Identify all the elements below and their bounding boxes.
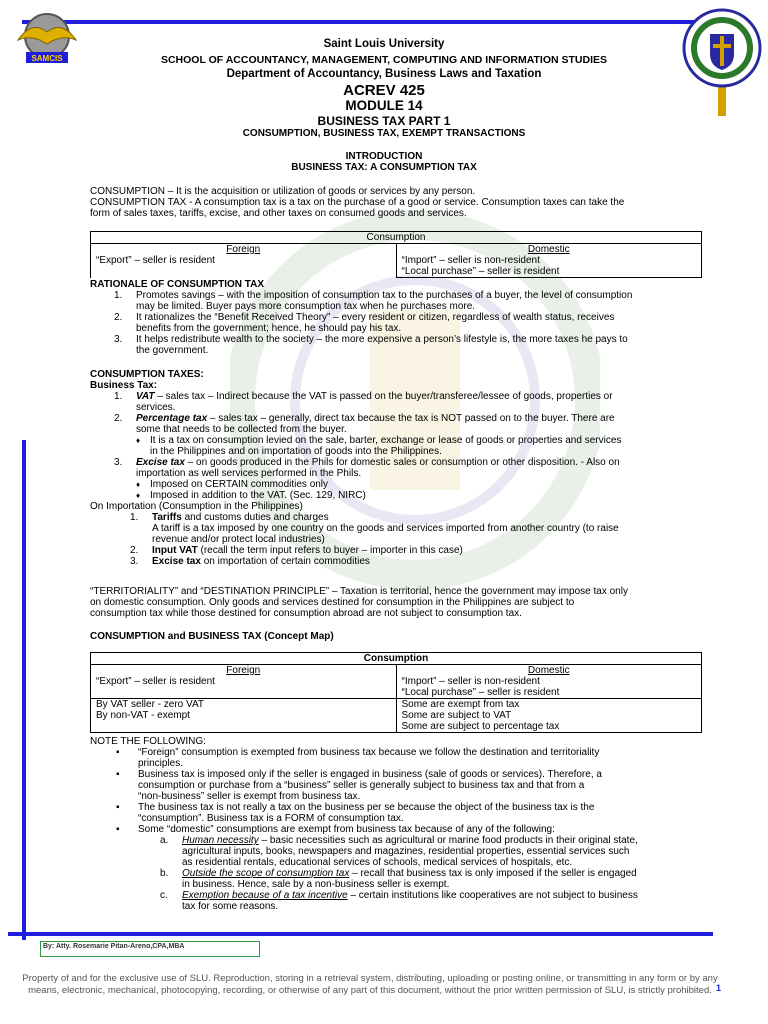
top-blue-rule xyxy=(22,20,712,24)
copyright-notice: Property of and for the exclusive use of SLU. Reproduction, storing in a retrieval system, distributing, uploading or posting online, or transmitting in any form or by any means, electronic, mechanical, photocopying, recording, or otherwise of any part of this document, without the prior written permission of SLU, is strictly prohibited. xyxy=(22,973,718,996)
excise-tax-item: 3. Excise tax – on goods produced in the Phils for domestic sales or consumption or other disposition. - Also on importation as well services performed in the Phils. ♦ Imposed on CERTAIN commodities only ♦ Imposed in addition to the VAT. (Sec. 129, NIRC) xyxy=(114,457,620,501)
consumption-table-1 xyxy=(90,231,702,278)
business-tax-label: Business Tax: xyxy=(90,380,158,391)
table1-foreign-header: Foreign xyxy=(226,244,261,255)
consumption-definition: CONSUMPTION – It is the acquisition or utilization of goods or services by any person. xyxy=(90,186,476,197)
diamond-bullet: ♦ xyxy=(136,480,141,489)
table2-title: Consumption xyxy=(91,653,702,665)
department-name: Department of Accountancy, Business Laws and Taxation xyxy=(226,68,542,80)
vat-item: 1. VAT – sales tax – Indirect because the VAT is passed on the buyer/transferee/lessee of goods, properties or services. xyxy=(114,391,613,413)
module-title: MODULE 14 xyxy=(345,98,423,113)
exemption-item: c. Exemption because of a tax incentive – certain institutions like cooperatives are not subject to business tax for some reasons. xyxy=(160,890,638,912)
rationale-section xyxy=(90,279,702,356)
rationale-title: RATIONALE OF CONSUMPTION TAX xyxy=(90,279,265,290)
consumption-taxes-title: CONSUMPTION TAXES: xyxy=(90,369,204,380)
university-name: Saint Louis University xyxy=(323,38,445,50)
notes-section xyxy=(90,736,702,912)
samcis-logo xyxy=(12,10,82,68)
importation-label: On Importation (Consumption in the Philippines) xyxy=(90,501,303,512)
note-item: ▪ The business tax is not really a tax on the business per se because the object of the business tax is the “consumption”. Business tax is a FORM of consumption tax. xyxy=(116,802,595,824)
table1-foreign-row: “Export” – seller is resident xyxy=(96,255,215,266)
table2-domestic-treatment: Some are exempt from tax Some are subject to VAT Some are subject to percentage tax xyxy=(396,699,702,733)
intro-subheading: BUSINESS TAX: A CONSUMPTION TAX xyxy=(291,162,477,173)
svg-text:SAMCIS: SAMCIS xyxy=(31,54,63,63)
consumption-tax-definition-1: CONSUMPTION TAX - A consumption tax is a tax on the purchase of a good or service. Consumption taxes can take the xyxy=(90,197,625,208)
table2-domestic-row1: “Import” – seller is non-resident xyxy=(401,676,540,687)
note-item: ▪ “Foreign” consumption is exempted from business tax because we follow the destination and territoriality principles. xyxy=(116,747,600,769)
consumption-taxes-section xyxy=(90,369,702,567)
page-number: 1 xyxy=(716,983,722,993)
author-credit: By: Atty. Rosemarie Pitan-Areno,CPA,MBA xyxy=(40,941,260,957)
table1-title: Consumption xyxy=(91,232,702,244)
table2-domestic-row2: “Local purchase” – seller is resident xyxy=(401,687,560,698)
consumption-table-2 xyxy=(90,652,702,733)
table1-domestic-row1: “Import” – seller is non-resident xyxy=(401,255,540,266)
bottom-blue-rule xyxy=(8,932,713,936)
table2-domestic-cell xyxy=(396,665,702,699)
consumption-tax-definition-2: form of sales taxes, tariffs, excise, and other taxes on consumed goods and services. xyxy=(90,208,467,219)
diamond-bullet: ♦ xyxy=(136,491,141,500)
part-title: BUSINESS TAX PART 1 xyxy=(317,114,451,128)
diamond-bullet: ♦ xyxy=(136,436,141,445)
slu-seal-logo xyxy=(680,6,764,118)
rationale-item: 1. Promotes savings – with the imposition of consumption tax to the purchases of a buyer, the level of consumption may be limited. Buyer pays more consumption tax when he purchases more. xyxy=(114,290,633,312)
intro-heading: INTRODUCTION xyxy=(345,151,423,162)
table1-domestic-row2: “Local purchase” – seller is resident xyxy=(401,266,560,277)
definitions xyxy=(90,186,702,219)
table1-domestic-cell xyxy=(396,244,702,278)
concept-map-title: CONSUMPTION and BUSINESS TAX (Concept Map) xyxy=(90,631,334,642)
table2-domestic-header: Domestic xyxy=(527,665,570,676)
table1-foreign-cell xyxy=(91,244,397,278)
table1-domestic-header: Domestic xyxy=(527,244,570,255)
input-vat-item: 2. Input VAT (recall the term input refers to buyer – importer in this case) xyxy=(130,545,463,556)
notes-title: NOTE THE FOLLOWING: xyxy=(90,736,206,747)
table2-foreign-header: Foreign xyxy=(226,665,261,676)
subtitle: CONSUMPTION, BUSINESS TAX, EXEMPT TRANSACTIONS xyxy=(242,128,526,139)
excise-import-item: 3. Excise tax on importation of certain commodities xyxy=(130,556,370,567)
table2-foreign-row: “Export” – seller is resident xyxy=(96,676,215,687)
table2-foreign-treatment: By VAT seller - zero VAT By non-VAT - exempt xyxy=(91,699,397,733)
tariffs-item: 1. Tariffs and customs duties and charges A tariff is a tax imposed by one country on the goods and services imported from another country (to raise revenue and/or protect local industries) xyxy=(130,512,619,545)
left-blue-rule xyxy=(22,440,26,940)
rationale-item: 2. It rationalizes the “Benefit Received Theory” – every resident or citizen, regardless of wealth status, receives benefits from the government; hence, he should pay his tax. xyxy=(114,312,615,334)
note-item: ▪ Business tax is imposed only if the seller is engaged in business (sale of goods or services). Therefore, a consumption or purchase from a “business” seller is generally subject to business tax and that from a “non-business” seller is exempt from business tax. xyxy=(116,769,602,802)
exemption-item: a. Human necessity – basic necessities such as agricultural or marine food products in their original state, agricultural inputs, books, newspapers and magazines, residential properties, essential services such as residential rentals, educational services of schools, medical services of hospitals, etc. xyxy=(160,835,638,868)
note-item: ▪ Some “domestic” consumptions are exempt from business tax because of any of the following: a. Human necessity – basic necessities such as agricultural or marine food products in their original state, agricultural inputs, books, newspapers and magazines, residential properties, essential services such as residential rentals, educational services of schools, medical services of hospitals, etc. b. Outside the scope of consumption tax – recall that business tax is only imposed if the seller is engaged in business. Hence, sale by a non-business seller is exempt. c. Exemption because of a tax incentive – certain institutions like cooperatives are not subject to business tax for some reasons. xyxy=(116,824,638,912)
course-code: ACREV 425 xyxy=(343,82,425,99)
percentage-tax-item: 2. Percentage tax – sales tax – generally, direct tax because the tax is NOT passed on to the buyer. There are some that needs to be collected from the buyer. ♦ It is a tax on consumption levied on the sale, barter, exchange or lease of goods or properties and services in the Philippines and on importation of goods into the Philippines. xyxy=(114,413,622,457)
territoriality-paragraph: “TERRITORIALITY” and “DESTINATION PRINCIPLE” – Taxation is territorial, hence the government may impose tax only on domestic consumption. Only goods and services destined for consumption in the Philippines are subject to consumption tax while those destined for consumption abroad are not subject to consumption tax. xyxy=(90,586,628,619)
school-name: SCHOOL OF ACCOUNTANCY, MANAGEMENT, COMPUTING AND INFORMATION STUDIES xyxy=(160,54,608,66)
exemption-item: b. Outside the scope of consumption tax – recall that business tax is only imposed if the seller is engaged in business. Hence, sale by a non-business seller is exempt. xyxy=(160,868,637,890)
rationale-item: 3. It helps redistribute wealth to the society – the more expensive a person’s lifestyle is, the more taxes he pays to the government. xyxy=(114,334,628,356)
table2-foreign-cell xyxy=(91,665,397,699)
